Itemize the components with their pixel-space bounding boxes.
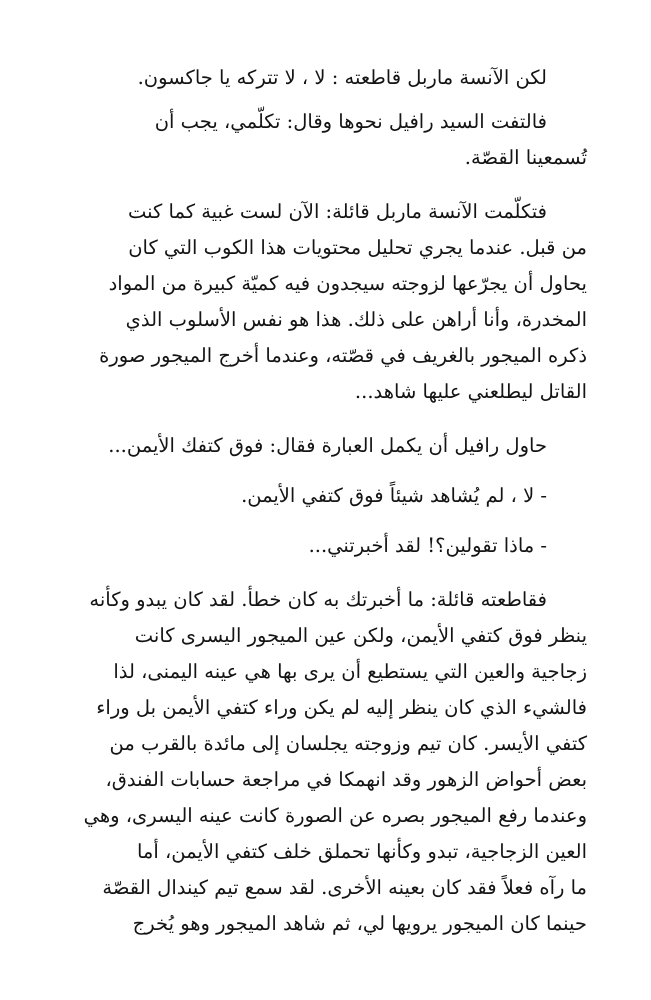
text-line: العين الزجاجية، تبدو وكأنها تحملق خلف كتفي الأيمن، أما (136, 840, 587, 863)
text-line: زجاجية والعين التي يستطيع أن يرى بها هي عينه اليمنى، لذا (113, 660, 587, 683)
text-line: فالتفت السيد رافيل نحوها وقال: تكلّمي، يجب أن (154, 110, 547, 133)
text-line: فتكلّمت الآنسة ماربل قائلة: الآن لست غبية كما كنت (127, 200, 547, 223)
text-line: حاول رافيل أن يكمل العبارة فقال: فوق كتفك الأيمن... (108, 434, 547, 457)
text-line: - لا ، لم يُشاهد شيئاً فوق كتفي الأيمن. (241, 484, 547, 507)
paragraph (64, 60, 587, 96)
paragraph (64, 478, 587, 514)
paragraph (64, 104, 587, 176)
text-line: بعض أحواض الزهور وقد انهمكا في مراجعة حسابات الفندق، (105, 768, 587, 791)
text-line: يحاول أن يجرّعها لزوجته سيجدون فيه كميّة كبيرة من المواد (108, 272, 587, 295)
paragraph (64, 528, 587, 564)
text-line: ذكره الميجور بالغريف في قصّته، وعندما أخرج الميجور صورة (99, 344, 587, 367)
text-line: المخدرة، وأنا أراهن على ذلك. هذا هو نفس الأسلوب الذي (125, 308, 587, 331)
text-line: حينما كان الميجور يرويها لي، ثم شاهد الميجور وهو يُخرج (132, 912, 587, 935)
text-line: تُسمعينا القصّة. (464, 146, 587, 169)
text-line: ما رآه فعلاً فقد كان بعينه الأخرى. لقد سمع تيم كيندال القصّة (102, 876, 587, 899)
text-line: - ماذا تقولين؟! لقد أخبرتني... (308, 534, 547, 557)
text-line: ينظر فوق كتفي الأيمن، ولكن عين الميجور اليسرى كانت (134, 624, 587, 647)
text-line: فالشيء الذي كان ينظر إليه لم يكن وراء كتفي الأيمن بل وراء (96, 696, 587, 719)
paragraph (64, 582, 587, 942)
text-line: القاتل ليطلعني عليها شاهد... (354, 380, 587, 403)
paragraph (64, 428, 587, 464)
text-line: من قبل. عندما يجري تحليل محتويات هذا الكوب التي كان (128, 236, 587, 259)
text-line: فقاطعته قائلة: ما أخبرتك به كان خطأ. لقد كان يبدو وكأنه (89, 588, 547, 611)
text-line: لكن الآنسة ماربل قاطعته : لا ، لا تتركه يا جاكسون. (137, 66, 547, 89)
paragraph (64, 194, 587, 410)
text-line: كتفي الأيسر. كان تيم وزوجته يجلسان إلى مائدة بالقرب من (109, 732, 587, 755)
text-line: وعندما رفع الميجور بصره عن الصورة كانت عينه اليسرى، وهي (83, 804, 587, 827)
